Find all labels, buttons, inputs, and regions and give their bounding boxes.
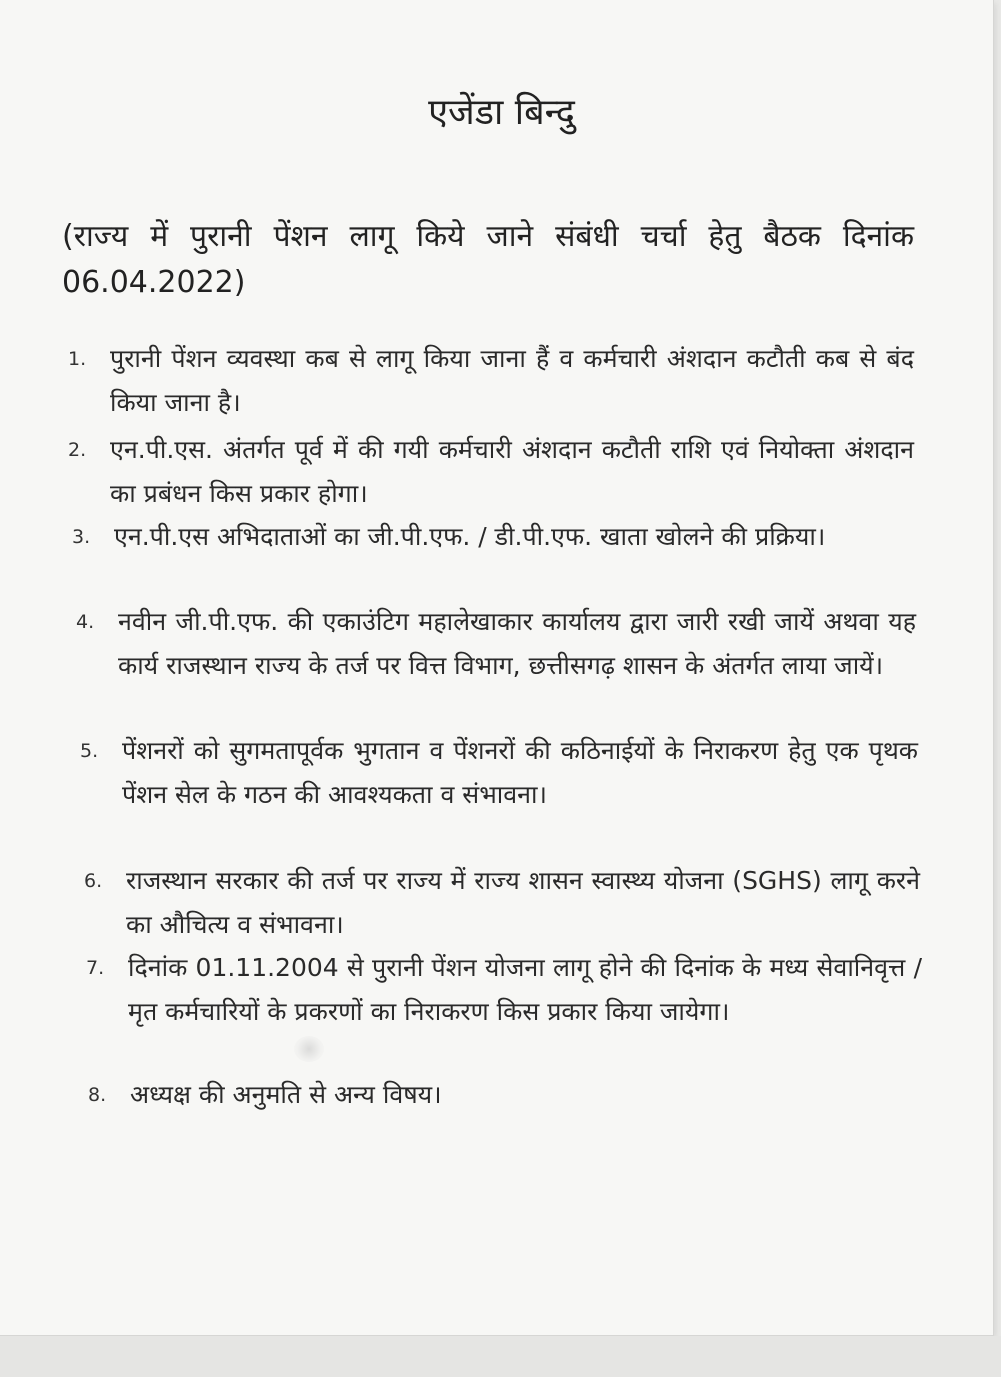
agenda-item-number: 1.	[68, 348, 87, 370]
agenda-item-text: अध्यक्ष की अनुमति से अन्य विषय।	[130, 1080, 442, 1109]
agenda-item-text: एन.पी.एस अभिदाताओं का जी.पी.एफ. / डी.पी.एफ. खाता खोलने की प्रक्रिया।	[114, 522, 826, 551]
agenda-item-4	[76, 600, 916, 688]
agenda-item-number: 6.	[84, 870, 103, 892]
agenda-item-number: 5.	[80, 740, 99, 762]
agenda-item-8	[88, 1073, 922, 1117]
agenda-item-number: 2.	[68, 439, 87, 461]
agenda-item-1	[68, 337, 914, 425]
agenda-item-number: 3.	[72, 526, 91, 548]
agenda-item-text: नवीन जी.पी.एफ. की एकाउंटिग महालेखाकार कार्यालय द्वारा जारी रखी जायें अथवा यह कार्य राजस्थान राज्य के तर्ज पर वित्त विभाग, छत्तीसगढ़ शासन के अंतर्गत लाया जायें।	[118, 607, 916, 680]
ink-smudge	[294, 1036, 324, 1062]
agenda-item-number: 8.	[88, 1084, 107, 1106]
agenda-item-text: राजस्थान सरकार की तर्ज पर राज्य में राज्य शासन स्वास्थ्य योजना (SGHS) लागू करने का औचित्य व संभावना।	[126, 866, 920, 939]
agenda-item-5	[80, 729, 918, 817]
document-title-text: एजेंडा बिन्दु	[428, 92, 575, 133]
agenda-item-text: पेंशनरों को सुगमतापूर्वक भुगतान व पेंशनरों की कठिनाईयों के निराकरण हेतु एक पृथक पेंशन सेल के गठन की आवश्यकता व संभावना।	[122, 736, 918, 809]
agenda-item-number: 7.	[86, 957, 105, 979]
agenda-item-2	[68, 428, 914, 516]
agenda-item-7	[86, 946, 922, 1034]
agenda-item-text: पुरानी पेंशन व्यवस्था कब से लागू किया जाना हैं व कर्मचारी अंशदान कटौती कब से बंद किया जाना है।	[110, 344, 914, 417]
page-bottom-margin	[0, 1336, 1001, 1377]
agenda-item-number: 4.	[76, 611, 95, 633]
agenda-item-text: दिनांक 01.11.2004 से पुरानी पेंशन योजना लागू होने की दिनांक के मध्य सेवानिवृत्त / मृत कर्मचारियों के प्रकरणों का निराकरण किस प्रकार किया जायेगा।	[128, 953, 922, 1026]
agenda-item-6	[84, 859, 920, 947]
agenda-item-text: एन.पी.एस. अंतर्गत पूर्व में की गयी कर्मचारी अंशदान कटौती राशि एवं नियोक्ता अंशदान का प्रबंधन किस प्रकार होगा।	[110, 435, 914, 508]
document-subtitle: (राज्य में पुरानी पेंशन लागू किये जाने संबंधी चर्चा हेतु बैठक दिनांक 06.04.2022)	[62, 219, 914, 300]
agenda-item-3	[72, 515, 914, 559]
